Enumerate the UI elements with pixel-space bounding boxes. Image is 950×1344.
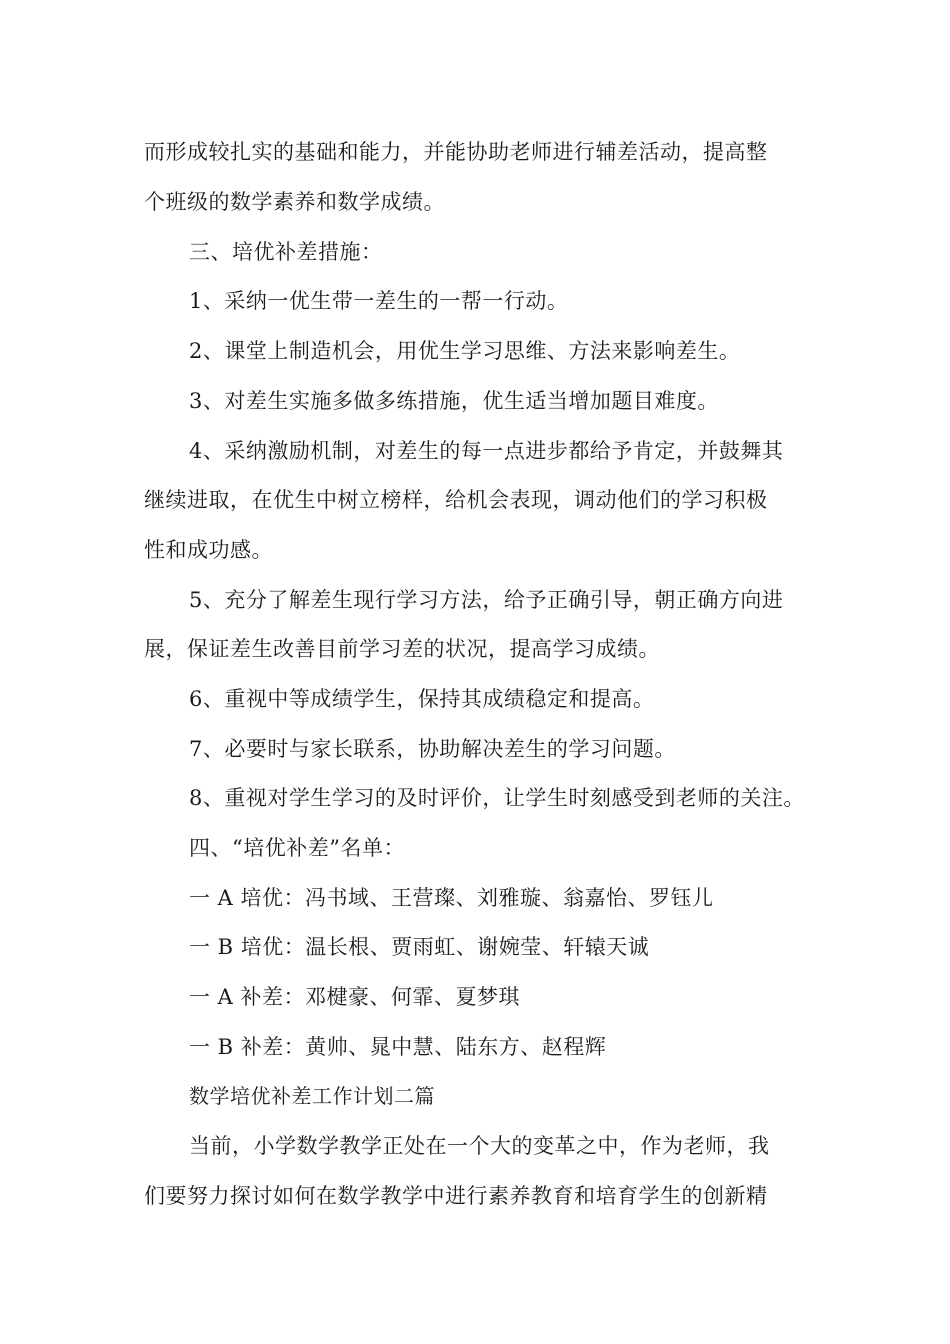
- name-list-line: 一 B 培优：温长根、贾雨虹、谢婉莹、轩辕天诚: [189, 935, 650, 959]
- list-item: 8、重视对学生学习的及时评价，让学生时刻感受到老师的关注。: [189, 786, 805, 810]
- list-item: 4、采纳激励机制，对差生的每一点进步都给予肯定，并鼓舞其: [189, 439, 784, 463]
- section-heading: 三、培优补差措施：: [189, 240, 383, 264]
- list-item: 1、采纳一优生带一差生的一帮一行动。: [189, 289, 569, 313]
- name-list-line: 一 A 补差：邓楗豪、何霏、夏梦琪: [189, 985, 521, 1009]
- paragraph-line: 个班级的数学素养和数学成绩。: [144, 190, 445, 214]
- list-item: 2、课堂上制造机会，用优生学习思维、方法来影响差生。: [189, 339, 741, 363]
- name-list-line: 一 A 培优：冯书域、王营璨、刘雅璇、翁嘉怡、罗钰儿: [189, 886, 714, 910]
- list-item: 3、对差生实施多做多练措施，优生适当增加题目难度。: [189, 389, 719, 413]
- paragraph-line: 们要努力探讨如何在数学教学中进行素养教育和培育学生的创新精: [144, 1184, 768, 1208]
- list-item: 6、重视中等成绩学生，保持其成绩稳定和提高。: [189, 687, 655, 711]
- list-item: 5、充分了解差生现行学习方法，给予正确引导，朝正确方向进: [189, 588, 784, 612]
- section-heading: 四、“培优补差”名单：: [189, 836, 405, 860]
- list-item-continuation: 展，保证差生改善目前学习差的状况，提高学习成绩。: [144, 637, 660, 661]
- list-item-continuation: 性和成功感。: [144, 538, 273, 562]
- list-item-continuation: 继续进取，在优生中树立榜样，给机会表现，调动他们的学习积极: [144, 488, 768, 512]
- paragraph-line: 当前，小学数学教学正处在一个大的变革之中，作为老师，我: [189, 1134, 770, 1158]
- list-item: 7、必要时与家长联系，协助解决差生的学习问题。: [189, 737, 676, 761]
- paragraph-line: 而形成较扎实的基础和能力，并能协助老师进行辅差活动，提高整: [144, 140, 768, 164]
- name-list-line: 一 B 补差：黄帅、晁中慧、陆东方、赵程辉: [189, 1035, 607, 1059]
- document-subtitle: 数学培优补差工作计划二篇: [189, 1084, 435, 1108]
